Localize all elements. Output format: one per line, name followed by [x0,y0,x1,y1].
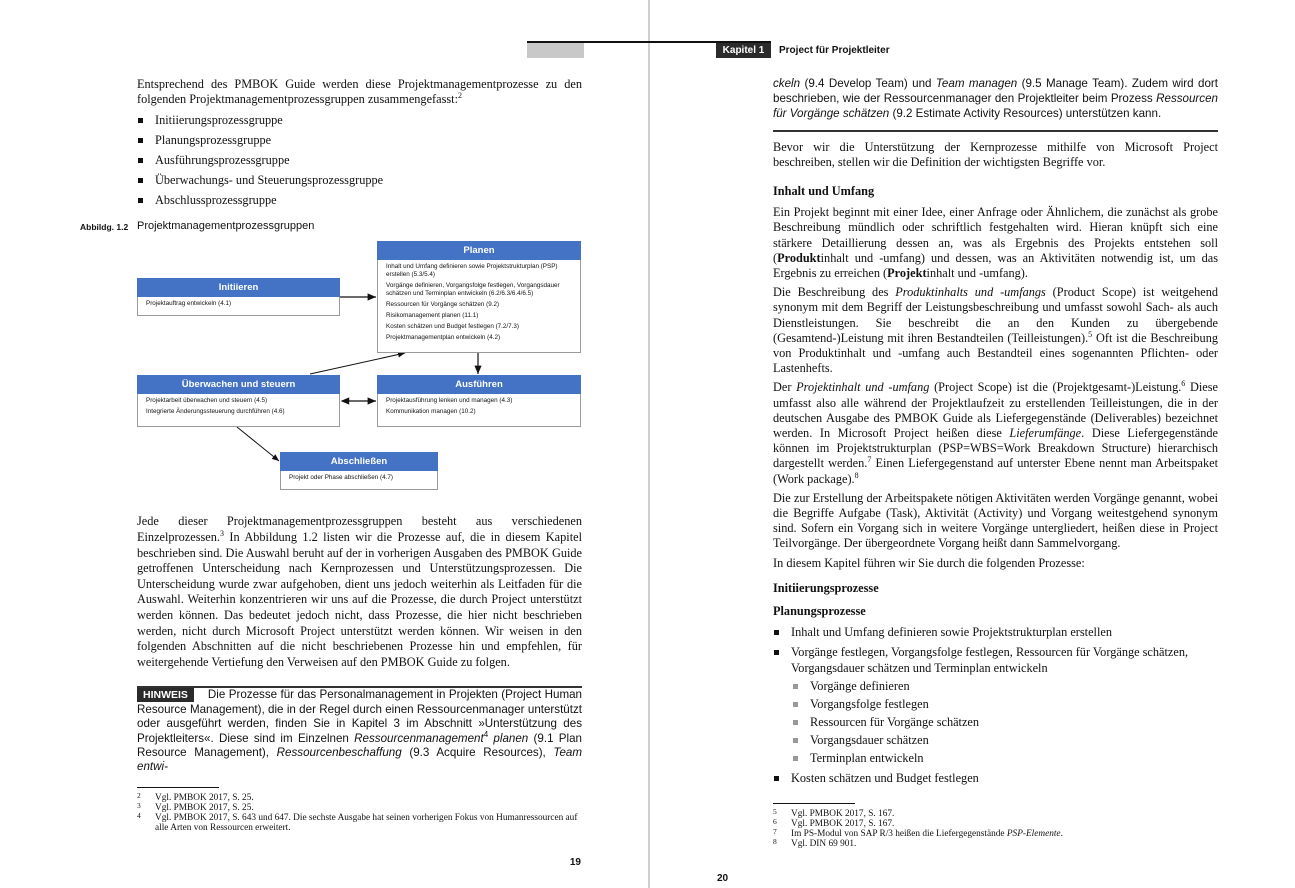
text-run: planen [488,731,529,745]
footnote-text: Vgl. PMBOK 2017, S. 25. [155,792,254,803]
footnote-ref: 4 [483,729,489,739]
box-abschliessen [280,452,438,490]
process-list [773,625,1218,790]
process-diagram [80,215,582,502]
text-run: (Product Scope) ist weitgehend synonym mit dem Begriff der Leistungsbeschreibung und umfasst sowohl Sach- als auch Dienstleistungen. Sie beschreibt die an den Kunden zu übergebende (Gesamtend-)Leistung mit ihren Bestandteilen (Teilleistungen). [773,285,1219,345]
header-gray-box [527,43,584,58]
text-run: Jede dieser Projektmanagementprozessgruppen besteht aus verschiedenen Einzelprozessen. [137,514,582,544]
paragraph [773,380,1218,486]
box-ueberwachen [137,375,340,427]
chapter-badge: Kapitel 1 [716,43,771,58]
text-run: Ressourcenmanagement [354,731,484,745]
text-run: Die zur Erstellung der Arbeitspakete nötigen Aktivitäten werden Vorgänge genannt, wobei die Begriffe Aufgabe (Task), Aktivität (Activity) und Vorgang weitestgehend synonym sind. Sofern ein Vorgang sich in weitere Vorgänge untergliedert, heißen diese in Project Teilvorgänge. Der übergeordnete Vorgang heißt dann Sammelvorgang. [773,490,1218,551]
footnote [773,806,1218,819]
text-run: . Diese Liefergegenstände können im Projektstrukturplan (PSP=WBS=Work Breakdown Structure) hierarchisch dargestellt werden. [773,426,1218,471]
footnote-text: Vgl. PMBOK 2017, S. 25. [155,802,254,813]
text-run: (9.5 Manage Team). Zudem wird dort beschrieben, wie der Ressourcenmanager den Projektleiter beim Prozess [773,77,1218,106]
footnote-number: 6 [773,816,777,826]
list-item: Planungsprozessgruppe [137,133,582,148]
box-item: Kosten schätzen und Budget festlegen (7.2/7.3) [386,323,520,331]
list-item: Initiierungsprozessgruppe [137,113,582,128]
text-run: (9.1 Plan Resource Management), [137,731,583,759]
footnote-italic: PSP-Elemente [1006,828,1061,839]
box-title: Planen [377,241,581,260]
footnote-rule [137,787,219,788]
list-item: Vorgangsfolge festlegen [773,697,1218,712]
hinweis-tag: HINWEIS [137,688,194,702]
box-planen [377,241,581,353]
footnotes-right [773,806,1218,849]
list-item: Ressourcen für Vorgänge schätzen [773,715,1218,730]
footnote-rule [773,803,855,804]
text-run: Produktinhalts und -umfangs [895,285,1046,300]
footnote-text: Vgl. PMBOK 2017, S. 643 und 647. Die sechste Ausgabe hat seinen vorherigen Fokus von Humanressourcen auf alle Arten von Ressourcen erweitert. [155,812,578,833]
text-run: Team managen [935,77,1018,90]
paragraph [773,205,1218,281]
box-item: Inhalt und Umfang definieren sowie Projektstrukturplan (PSP) erstellen (5.3/5.4) [386,263,558,279]
footnote-number: 2 [137,790,141,800]
text-run: Ressourcenbeschaffung [276,745,402,759]
list-item: Terminplan entwickeln [773,751,1218,766]
footnote-text: Vgl. PMBOK 2017, S. 167. [791,808,895,819]
text-run: Oft ist die Beschreibung von Produktinhalt und -umfang auch Bestandteil eines sogenannten Pflichten- oder Lastenhefts. [773,330,1218,376]
text-run: In Abbildung 1.2 listen wir die Prozesse auf, die in diesem Kapitel beschrieben sind. Die Auswahl beruht auf der in vorherigen Ausgaben des PMBOK Guide getroffenen Unterscheidung nach Kernprozessen und Unterstützungsprozessen. Die Unterscheidung wurde zwar aufgehoben, dient uns jedoch weiterhin als Leitfaden für die Auswahl. Weiterhin konzentrieren wir uns auf die Prozesse, die durch Project unterstützt werden können. Das bedeutet jedoch nicht, dass Prozesse, die hier nicht beschrieben werden, nicht durch Microsoft Project unterstützt werden können. Wir weisen in den folgenden Abschnitten auf die nicht beschriebenen Prozesse hin und empfehlen, für weitergehende Vertiefung den Verweisen auf den PMBOK Guide zu folgen. [137,530,582,669]
box-item: Kommunikation managen (10.2) [386,408,476,416]
text-run: (9.2 Estimate Activity Resources) unterstützen kann. [889,107,1162,121]
text-run: Der [773,380,797,395]
footnotes-left [137,790,582,833]
hinweis-continued [773,76,1218,132]
list-item: Abschlussprozessgruppe [137,193,582,208]
box-item: Projektausführung lenken und managen (4.3) [386,397,513,405]
footnote-ref: 8 [854,470,859,480]
list-item [773,645,1218,766]
hinweis-box [137,686,582,774]
text-run: Diese umfasst also alle während der Projektlaufzeit zu erstellenden Teilleistungen, die in der deutschen Ausgabe des PMBOK Guide als Liefergegenstände (Deliverables) bezeichnet werden. In Microsoft Project heißen diese [773,380,1218,441]
body-paragraph [137,514,582,670]
footnote-number: 3 [137,800,141,810]
footnote-number: 8 [773,836,777,846]
heading-initiierung: Initiierungsprozesse [773,580,879,595]
box-item: Projekt oder Phase abschließen (4.7) [289,474,393,482]
footnote-number: 4 [137,810,141,820]
box-item: Projektauftrag entwickeln (4.1) [146,300,232,308]
box-item: Vorgänge definieren, Vorgangsfolge festlegen, Vorgangsdauer schätzen und Terminplan entwickeln (6.2/6.3/6.4/6.5) [386,282,560,298]
sub-list [773,679,1218,766]
figure-label: Abbildg. 1.2 [80,222,129,233]
box-item: Projektmanagementplan entwickeln (4.2) [386,334,501,342]
heading-inhalt-umfang: Inhalt und Umfang [773,184,875,199]
text-run: Projekt [887,266,927,281]
box-ausfuehren [377,375,581,427]
footnote [773,816,1218,829]
intro-paragraph [137,77,582,107]
footnote-text: Im PS-Modul von SAP R/3 heißen die Liefergegenstände [791,828,1007,839]
paragraph [773,556,1218,571]
text-run: Lieferumfänge [1009,426,1082,441]
page-gutter [648,0,650,888]
list-item: Überwachungs- und Steuerungsprozessgruppe [137,173,582,188]
footnote [773,836,1218,849]
heading-planung: Planungsprozesse [773,604,866,619]
footnote-ref: 3 [219,529,224,538]
box-title: Überwachen und steuern [137,375,340,394]
paragraph [773,285,1218,376]
text-run: Entsprechend des PMBOK Guide werden diese Projektmanagementprozesse zu den folgenden Projektmanagementprozessgruppen zusammengefasst: [137,77,582,107]
text-run: (Project Scope) ist die (Projektgesamt-)Leistung. [929,380,1182,395]
figure-title: Projektmanagementprozessgruppen [137,220,315,233]
page-number-left: 19 [569,856,581,868]
text-run: inhalt und -umfang). [926,266,1028,281]
footnote-ref: 6 [1181,379,1186,389]
text-run: Ressourcen für Vorgänge schätzen [773,92,1218,121]
text-run: Die Prozesse für das Personalmanagement in Projekten (Project Human Resource Management), die in der Regel durch einen Ressourcenmanager unterstützt oder ausgeführt werden, finden Sie in Kapitel 3 im Abschnitt »Unterstützung des Projektleiters«. Diese sind im Einzelnen [137,688,582,745]
left-page-column [80,77,583,869]
text-run: (9.3 Acquire Resources), [401,745,554,759]
footnote-area [137,775,582,833]
list-item: Inhalt und Umfang definieren sowie Projektstrukturplan erstellen [773,625,1218,640]
text-run: Die Beschreibung des [773,285,896,300]
footnote-text: Vgl. DIN 69 901. [791,838,857,849]
text-run: Einen Liefergegenstand auf unterster Ebene nennt man Arbeitspaket (Work package). [773,456,1218,486]
footnote-ref: 5 [1088,329,1093,339]
arrow-ueberwachen-planen [310,353,405,374]
list-item: Kosten schätzen und Budget festlegen [773,771,1218,786]
footnote [137,810,582,833]
hinweis-text [137,688,582,773]
page-number-right: 20 [717,872,729,884]
text-run: In diesem Kapitel führen wir Sie durch die folgenden Prozesse: [773,555,1085,570]
text-run: (9.4 Develop Team) und [800,77,936,90]
text-run: Produkt [777,250,821,265]
text-run: inhalt und -umfang) und dessen, was an Aktivitäten notwendig ist, um das Ergebnis zu erreichen ( [773,250,1218,281]
footnote-end: . [1060,828,1063,839]
footnote-text: Vgl. PMBOK 2017, S. 167. [791,818,895,829]
right-page-column [717,76,1219,885]
footnote-ref: 7 [867,455,872,465]
footnote-number: 7 [773,826,777,836]
list-item: Ausführungsprozessgruppe [137,153,582,168]
box-item: Ressourcen für Vorgänge schätzen (9.2) [386,301,500,309]
list-item: Vorgangsdauer schätzen [773,733,1218,748]
footnote [137,800,582,813]
box-title: Initiieren [137,278,340,297]
box-item: Integrierte Änderungssteuerung durchführen (4.6) [146,408,285,416]
box-initiieren [137,278,340,316]
arrow-ueberwachen-abschliessen [237,427,279,461]
box-item: Risikomanagement planen (11.1) [386,312,479,320]
text-run: Team entwi- [137,745,582,774]
text-run: Ein Projekt beginnt mit einer Idee, einer Anfrage oder Ähnlichem, die zunächst als grobe Beschreibung mündlich oder schriftlich festgehalten wird. Hieran knüpft sich eine stärkere Detaillierung dessen an, was als Ergebnis des Projekts entstehen soll ( [773,205,1218,265]
running-title: Project für Projektleiter [779,45,890,56]
paragraph [773,491,1218,552]
paragraph [773,140,1218,170]
process-group-list [137,113,582,213]
box-title: Abschließen [280,452,438,471]
footnote [137,790,582,803]
text-run: Bevor wir die Unterstützung der Kernprozesse mithilfe von Microsoft Project beschreiben, stellen wir die Definition der wichtigsten Begriffe vor. [773,139,1218,169]
text-run: Projektinhalt und -umfang [796,380,930,395]
text-run: ckeln [773,77,801,90]
footnote-ref: 2 [458,91,462,101]
list-item-text: Vorgänge festlegen, Vorgangsfolge festlegen, Ressourcen für Vorgänge schätzen, Vorgangsdauer schätzen und Terminplan entwickeln [791,645,1189,675]
footnote [773,826,1218,839]
box-item: Projektarbeit überwachen und steuern (4.5) [146,397,268,405]
footnote-number: 5 [773,806,777,816]
list-item: Vorgänge definieren [773,679,1218,694]
footnote-area [773,791,1218,849]
box-title: Ausführen [377,375,581,394]
